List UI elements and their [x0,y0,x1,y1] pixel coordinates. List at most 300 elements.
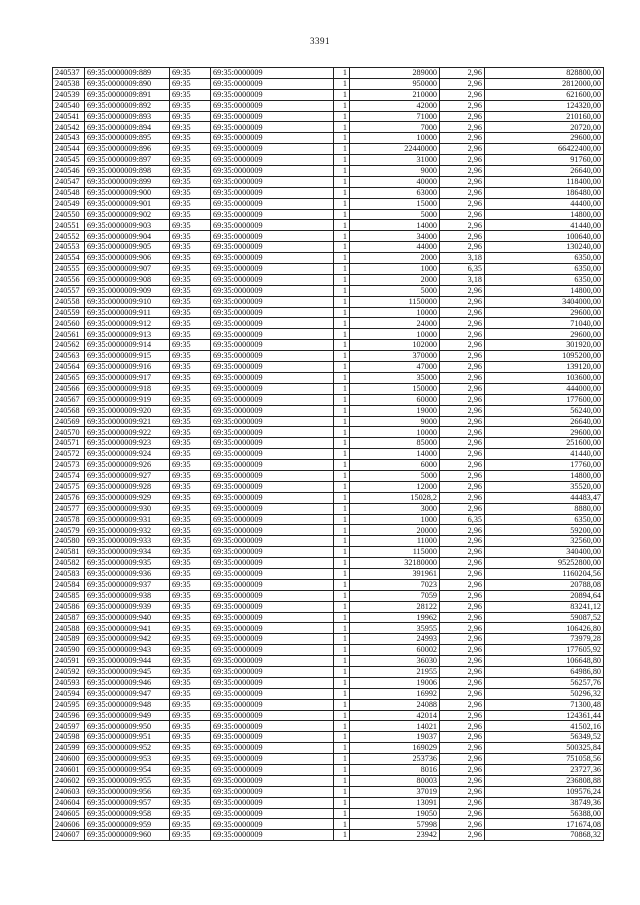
area-cell: 102000 [350,340,440,351]
table-row [53,786,604,797]
rate-cell: 2,96 [440,590,485,601]
region-code-cell: 69:35 [170,427,211,438]
rate-cell: 2,96 [440,133,485,144]
rate-cell: 2,96 [440,579,485,590]
table-row [53,144,604,155]
value-cell: 20720,00 [485,122,604,133]
quarter-number-cell: 69:35:0000009 [211,460,334,471]
area-cell: 24000 [350,318,440,329]
quarter-number-cell: 69:35:0000009 [211,775,334,786]
rate-cell: 2,96 [440,427,485,438]
count-cell: 1 [334,470,350,481]
rate-cell: 2,96 [440,645,485,656]
area-cell: 14000 [350,449,440,460]
row-id-cell: 240585 [53,590,85,601]
count-cell: 1 [334,830,350,841]
area-cell: 42000 [350,100,440,111]
table-row [53,394,604,405]
table-row [53,492,604,503]
row-id-cell: 240604 [53,797,85,808]
row-id-cell: 240579 [53,525,85,536]
table-row [53,383,604,394]
area-cell: 19006 [350,677,440,688]
rate-cell: 3,18 [440,253,485,264]
area-cell: 5000 [350,209,440,220]
area-cell: 85000 [350,438,440,449]
region-code-cell: 69:35 [170,296,211,307]
table-row [53,307,604,318]
rate-cell: 2,96 [440,481,485,492]
cadastral-number-cell: 69:35:0000009:930 [85,503,170,514]
count-cell: 1 [334,721,350,732]
area-cell: 16992 [350,688,440,699]
cadastral-number-cell: 69:35:0000009:910 [85,296,170,307]
region-code-cell: 69:35 [170,775,211,786]
rate-cell: 2,96 [440,492,485,503]
value-cell: 41502,16 [485,721,604,732]
rate-cell: 2,96 [440,242,485,253]
area-cell: 1000 [350,264,440,275]
rate-cell: 2,96 [440,503,485,514]
table-row [53,623,604,634]
cadastral-number-cell: 69:35:0000009:891 [85,89,170,100]
cadastral-number-cell: 69:35:0000009:889 [85,68,170,79]
quarter-number-cell: 69:35:0000009 [211,296,334,307]
table-row [53,329,604,340]
quarter-number-cell: 69:35:0000009 [211,710,334,721]
row-id-cell: 240552 [53,231,85,242]
region-code-cell: 69:35 [170,514,211,525]
table-body [53,68,604,841]
rate-cell: 2,96 [440,688,485,699]
value-cell: 210160,00 [485,111,604,122]
quarter-number-cell: 69:35:0000009 [211,111,334,122]
area-cell: 289000 [350,68,440,79]
rate-cell: 2,96 [440,231,485,242]
quarter-number-cell: 69:35:0000009 [211,579,334,590]
value-cell: 95252800,00 [485,558,604,569]
count-cell: 1 [334,797,350,808]
area-cell: 35955 [350,623,440,634]
rate-cell: 2,96 [440,144,485,155]
table-row [53,765,604,776]
region-code-cell: 69:35 [170,819,211,830]
quarter-number-cell: 69:35:0000009 [211,220,334,231]
value-cell: 73979,28 [485,634,604,645]
quarter-number-cell: 69:35:0000009 [211,797,334,808]
row-id-cell: 240592 [53,666,85,677]
area-cell: 31000 [350,155,440,166]
row-id-cell: 240546 [53,166,85,177]
rate-cell: 2,96 [440,470,485,481]
value-cell: 1095200,00 [485,351,604,362]
row-id-cell: 240595 [53,699,85,710]
cadastral-number-cell: 69:35:0000009:942 [85,634,170,645]
row-id-cell: 240562 [53,340,85,351]
region-code-cell: 69:35 [170,285,211,296]
table-row [53,78,604,89]
row-id-cell: 240551 [53,220,85,231]
value-cell: 71040,00 [485,318,604,329]
table-row [53,438,604,449]
table-row [53,362,604,373]
value-cell: 44400,00 [485,198,604,209]
table-row [53,470,604,481]
count-cell: 1 [334,285,350,296]
quarter-number-cell: 69:35:0000009 [211,231,334,242]
rate-cell: 2,96 [440,786,485,797]
count-cell: 1 [334,645,350,656]
rate-cell: 2,96 [440,666,485,677]
value-cell: 56349,52 [485,732,604,743]
area-cell: 8016 [350,765,440,776]
rate-cell: 2,96 [440,699,485,710]
quarter-number-cell: 69:35:0000009 [211,721,334,732]
quarter-number-cell: 69:35:0000009 [211,819,334,830]
cadastral-number-cell: 69:35:0000009:899 [85,176,170,187]
value-cell: 41440,00 [485,220,604,231]
quarter-number-cell: 69:35:0000009 [211,100,334,111]
rate-cell: 2,96 [440,285,485,296]
quarter-number-cell: 69:35:0000009 [211,623,334,634]
count-cell: 1 [334,547,350,558]
row-id-cell: 240544 [53,144,85,155]
quarter-number-cell: 69:35:0000009 [211,274,334,285]
region-code-cell: 69:35 [170,786,211,797]
row-id-cell: 240538 [53,78,85,89]
count-cell: 1 [334,427,350,438]
count-cell: 1 [334,775,350,786]
quarter-number-cell: 69:35:0000009 [211,612,334,623]
cadastral-number-cell: 69:35:0000009:897 [85,155,170,166]
table-row [53,558,604,569]
area-cell: 24088 [350,699,440,710]
rate-cell: 2,96 [440,100,485,111]
table-row [53,285,604,296]
cadastral-number-cell: 69:35:0000009:896 [85,144,170,155]
region-code-cell: 69:35 [170,372,211,383]
table-row [53,372,604,383]
value-cell: 26640,00 [485,416,604,427]
row-id-cell: 240541 [53,111,85,122]
area-cell: 13091 [350,797,440,808]
area-cell: 6000 [350,460,440,471]
table-row [53,590,604,601]
count-cell: 1 [334,372,350,383]
cadastral-number-cell: 69:35:0000009:941 [85,623,170,634]
quarter-number-cell: 69:35:0000009 [211,340,334,351]
quarter-number-cell: 69:35:0000009 [211,481,334,492]
table-row [53,296,604,307]
quarter-number-cell: 69:35:0000009 [211,732,334,743]
value-cell: 2812000,00 [485,78,604,89]
region-code-cell: 69:35 [170,721,211,732]
count-cell: 1 [334,111,350,122]
count-cell: 1 [334,416,350,427]
region-code-cell: 69:35 [170,187,211,198]
rate-cell: 2,96 [440,372,485,383]
area-cell: 21955 [350,666,440,677]
rate-cell: 6,35 [440,264,485,275]
table-row [53,754,604,765]
count-cell: 1 [334,296,350,307]
cadastral-number-cell: 69:35:0000009:911 [85,307,170,318]
count-cell: 1 [334,819,350,830]
table-row [53,634,604,645]
quarter-number-cell: 69:35:0000009 [211,351,334,362]
quarter-number-cell: 69:35:0000009 [211,547,334,558]
table-row [53,601,604,612]
rate-cell: 2,96 [440,797,485,808]
value-cell: 103600,00 [485,372,604,383]
cadastral-number-cell: 69:35:0000009:937 [85,579,170,590]
row-id-cell: 240576 [53,492,85,503]
region-code-cell: 69:35 [170,601,211,612]
count-cell: 1 [334,209,350,220]
value-cell: 751058,56 [485,754,604,765]
table-row [53,122,604,133]
cadastral-number-cell: 69:35:0000009:906 [85,253,170,264]
value-cell: 20894,64 [485,590,604,601]
count-cell: 1 [334,481,350,492]
row-id-cell: 240553 [53,242,85,253]
quarter-number-cell: 69:35:0000009 [211,122,334,133]
cadastral-number-cell: 69:35:0000009:907 [85,264,170,275]
row-id-cell: 240557 [53,285,85,296]
value-cell: 3404000,00 [485,296,604,307]
row-id-cell: 240594 [53,688,85,699]
row-id-cell: 240548 [53,187,85,198]
value-cell: 301920,00 [485,340,604,351]
row-id-cell: 240574 [53,470,85,481]
quarter-number-cell: 69:35:0000009 [211,427,334,438]
table-row [53,808,604,819]
count-cell: 1 [334,623,350,634]
region-code-cell: 69:35 [170,111,211,122]
row-id-cell: 240572 [53,449,85,460]
count-cell: 1 [334,122,350,133]
row-id-cell: 240601 [53,765,85,776]
value-cell: 66422400,00 [485,144,604,155]
rate-cell: 2,96 [440,808,485,819]
rate-cell: 2,96 [440,558,485,569]
table-row [53,481,604,492]
area-cell: 19000 [350,405,440,416]
cadastral-number-cell: 69:35:0000009:890 [85,78,170,89]
value-cell: 14800,00 [485,470,604,481]
row-id-cell: 240568 [53,405,85,416]
area-cell: 9000 [350,416,440,427]
quarter-number-cell: 69:35:0000009 [211,558,334,569]
value-cell: 340400,00 [485,547,604,558]
area-cell: 12000 [350,481,440,492]
region-code-cell: 69:35 [170,362,211,373]
rate-cell: 2,96 [440,623,485,634]
area-cell: 11000 [350,536,440,547]
rate-cell: 2,96 [440,362,485,373]
area-cell: 5000 [350,285,440,296]
count-cell: 1 [334,732,350,743]
rate-cell: 2,96 [440,830,485,841]
quarter-number-cell: 69:35:0000009 [211,449,334,460]
count-cell: 1 [334,492,350,503]
count-cell: 1 [334,155,350,166]
count-cell: 1 [334,329,350,340]
region-code-cell: 69:35 [170,688,211,699]
count-cell: 1 [334,558,350,569]
row-id-cell: 240578 [53,514,85,525]
row-id-cell: 240573 [53,460,85,471]
row-id-cell: 240590 [53,645,85,656]
cadastral-number-cell: 69:35:0000009:912 [85,318,170,329]
value-cell: 8880,00 [485,503,604,514]
cadastral-number-cell: 69:35:0000009:915 [85,351,170,362]
cadastral-number-cell: 69:35:0000009:955 [85,775,170,786]
row-id-cell: 240556 [53,274,85,285]
count-cell: 1 [334,460,350,471]
cadastral-number-cell: 69:35:0000009:950 [85,721,170,732]
cadastral-number-cell: 69:35:0000009:934 [85,547,170,558]
row-id-cell: 240581 [53,547,85,558]
table-row [53,198,604,209]
value-cell: 64986,80 [485,666,604,677]
value-cell: 50296,32 [485,688,604,699]
value-cell: 71300,48 [485,699,604,710]
rate-cell: 2,96 [440,775,485,786]
rate-cell: 2,96 [440,122,485,133]
value-cell: 124320,00 [485,100,604,111]
table-row [53,264,604,275]
table-row [53,732,604,743]
quarter-number-cell: 69:35:0000009 [211,264,334,275]
cadastral-number-cell: 69:35:0000009:923 [85,438,170,449]
rate-cell: 2,96 [440,656,485,667]
cadastral-number-cell: 69:35:0000009:904 [85,231,170,242]
value-cell: 106426,80 [485,623,604,634]
row-id-cell: 240597 [53,721,85,732]
cadastral-number-cell: 69:35:0000009:958 [85,808,170,819]
cadastral-number-cell: 69:35:0000009:901 [85,198,170,209]
cadastral-number-cell: 69:35:0000009:893 [85,111,170,122]
cadastral-number-cell: 69:35:0000009:908 [85,274,170,285]
quarter-number-cell: 69:35:0000009 [211,307,334,318]
value-cell: 6350,00 [485,253,604,264]
quarter-number-cell: 69:35:0000009 [211,808,334,819]
row-id-cell: 240554 [53,253,85,264]
row-id-cell: 240555 [53,264,85,275]
rate-cell: 2,96 [440,318,485,329]
region-code-cell: 69:35 [170,307,211,318]
count-cell: 1 [334,786,350,797]
quarter-number-cell: 69:35:0000009 [211,155,334,166]
cadastral-number-cell: 69:35:0000009:916 [85,362,170,373]
rate-cell: 2,96 [440,754,485,765]
table-row [53,525,604,536]
table-row [53,242,604,253]
rate-cell: 2,96 [440,405,485,416]
rate-cell: 2,96 [440,449,485,460]
table-row [53,645,604,656]
table-row [53,351,604,362]
rate-cell: 2,96 [440,307,485,318]
quarter-number-cell: 69:35:0000009 [211,503,334,514]
cadastral-number-cell: 69:35:0000009:926 [85,460,170,471]
cadastral-number-cell: 69:35:0000009:938 [85,590,170,601]
row-id-cell: 240564 [53,362,85,373]
region-code-cell: 69:35 [170,765,211,776]
region-code-cell: 69:35 [170,547,211,558]
cadastral-number-cell: 69:35:0000009:943 [85,645,170,656]
cadastral-number-cell: 69:35:0000009:918 [85,383,170,394]
rate-cell: 2,96 [440,416,485,427]
area-cell: 40000 [350,176,440,187]
count-cell: 1 [334,176,350,187]
area-cell: 60000 [350,394,440,405]
area-cell: 210000 [350,89,440,100]
region-code-cell: 69:35 [170,590,211,601]
rate-cell: 2,96 [440,438,485,449]
region-code-cell: 69:35 [170,383,211,394]
quarter-number-cell: 69:35:0000009 [211,372,334,383]
value-cell: 38749,36 [485,797,604,808]
value-cell: 100640,00 [485,231,604,242]
row-id-cell: 240605 [53,808,85,819]
value-cell: 1160204,56 [485,568,604,579]
cadastral-number-cell: 69:35:0000009:905 [85,242,170,253]
area-cell: 19037 [350,732,440,743]
rate-cell: 2,96 [440,460,485,471]
quarter-number-cell: 69:35:0000009 [211,198,334,209]
table-row [53,656,604,667]
area-cell: 80003 [350,775,440,786]
count-cell: 1 [334,187,350,198]
count-cell: 1 [334,318,350,329]
row-id-cell: 240580 [53,536,85,547]
value-cell: 171674,08 [485,819,604,830]
rate-cell: 2,96 [440,721,485,732]
area-cell: 2000 [350,274,440,285]
value-cell: 14800,00 [485,285,604,296]
table-row [53,699,604,710]
region-code-cell: 69:35 [170,176,211,187]
value-cell: 6350,00 [485,514,604,525]
region-code-cell: 69:35 [170,492,211,503]
table-row [53,231,604,242]
area-cell: 2000 [350,253,440,264]
count-cell: 1 [334,242,350,253]
area-cell: 57998 [350,819,440,830]
quarter-number-cell: 69:35:0000009 [211,166,334,177]
count-cell: 1 [334,568,350,579]
count-cell: 1 [334,808,350,819]
area-cell: 44000 [350,242,440,253]
region-code-cell: 69:35 [170,710,211,721]
count-cell: 1 [334,133,350,144]
quarter-number-cell: 69:35:0000009 [211,362,334,373]
value-cell: 621600,00 [485,89,604,100]
quarter-number-cell: 69:35:0000009 [211,89,334,100]
rate-cell: 2,96 [440,819,485,830]
table-row [53,100,604,111]
row-id-cell: 240607 [53,830,85,841]
row-id-cell: 240542 [53,122,85,133]
value-cell: 26640,00 [485,166,604,177]
value-cell: 118400,00 [485,176,604,187]
region-code-cell: 69:35 [170,525,211,536]
table-row [53,721,604,732]
region-code-cell: 69:35 [170,830,211,841]
area-cell: 7000 [350,122,440,133]
